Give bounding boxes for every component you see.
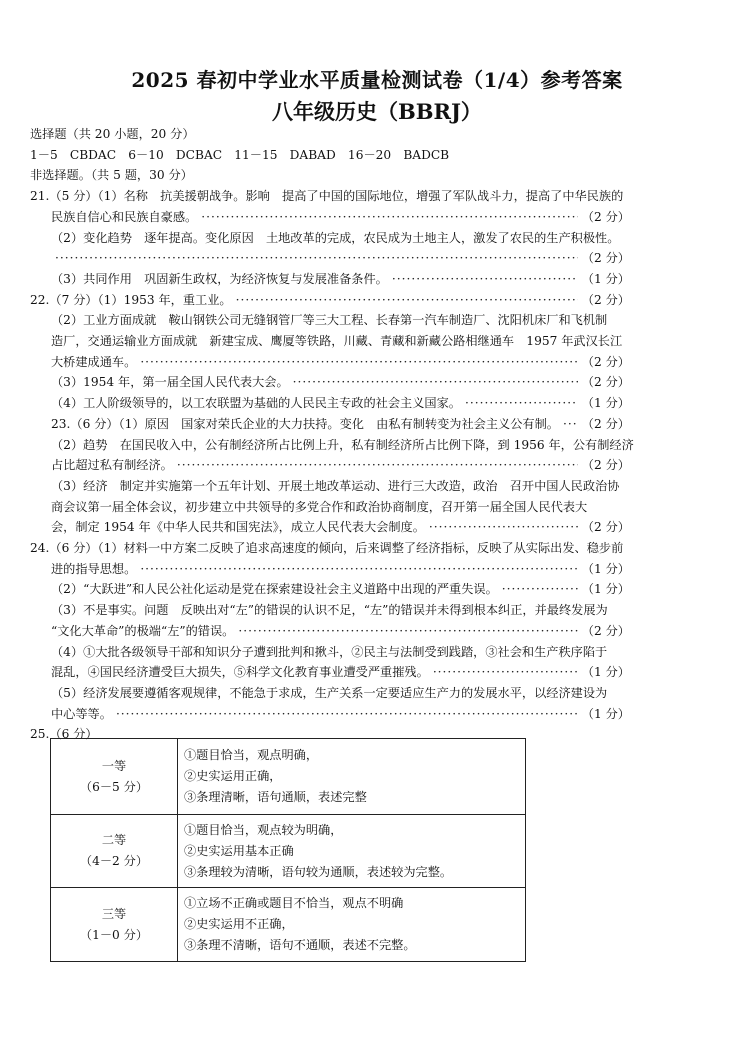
rubric-criteria-cell bbox=[178, 888, 526, 962]
score-label: （1 分） bbox=[581, 582, 630, 597]
choice-answers: 1－5 CBDAC 6－10 DCBAC 11－15 DABAD 16－20 BADCB bbox=[30, 147, 450, 162]
score-label: （2 分） bbox=[581, 375, 630, 390]
score-label: （2 分） bbox=[581, 623, 630, 638]
q24-line-1: 24.（6 分）（1）材料一中方案二反映了追求高速度的倾向，后来调整了经济指标，反映了从实际出发、稳步前 bbox=[30, 541, 624, 556]
rubric-criteria-cell bbox=[178, 815, 526, 888]
q24-line-2: 进的指导思想。 ····· （1 分） bbox=[30, 559, 630, 580]
document-title: 2025 春初中学业水平质量检测试卷（1/4）参考答案 bbox=[131, 68, 623, 92]
rubric-level: 二等 bbox=[101, 833, 127, 847]
rubric-row bbox=[51, 888, 526, 962]
rubric-criteria-cell bbox=[178, 739, 526, 815]
rubric-level-cell bbox=[51, 815, 178, 888]
rubric-criterion: ①题目恰当，观点明确， bbox=[184, 748, 319, 762]
q21-line-4 bbox=[30, 248, 630, 269]
score-label: （1 分） bbox=[581, 271, 630, 286]
rubric-criterion: ②史实运用正确， bbox=[184, 769, 282, 783]
answer-content bbox=[30, 124, 634, 745]
score-label: （1 分） bbox=[581, 706, 630, 721]
score-label: （2 分） bbox=[581, 354, 630, 369]
q23-line-2: （2）趋势 在国民收入中，公有制经济所占比例上升，私有制经济所占比例下降，到 1956 年，公有制经济 bbox=[51, 437, 634, 452]
section-nonchoice-heading: 非选择题。（共 5 题，30 分） bbox=[30, 168, 193, 183]
q22-line-2: （2）工业方面成就 鞍山钢铁公司无缝钢管厂等三大工程、长春第一汽车制造厂、沈阳机床厂和飞机制 bbox=[51, 313, 608, 328]
q24-line-6: （4）①大批各级领导干部和知识分子遭到批判和揪斗，②民主与法制受到践踏，③社会和生产秩序陷于 bbox=[51, 644, 608, 659]
score-label: （2 分） bbox=[581, 458, 630, 473]
q23-line-3: 占比超过私有制经济。 ····· （2 分） bbox=[30, 455, 630, 476]
rubric-range: （4－2 分） bbox=[79, 854, 149, 868]
q21-line-2: 民族自信心和民族自豪感。 ····· （2 分） bbox=[30, 207, 630, 228]
score-label: （2 分） bbox=[581, 520, 630, 535]
score-label: （1 分） bbox=[581, 561, 630, 576]
q22-line-6: （4）工人阶级领导的，以工农联盟为基础的人民民主专政的社会主义国家。 ····· （1 分） bbox=[30, 393, 630, 414]
rubric-level-cell bbox=[51, 739, 178, 815]
rubric-criterion: ①立场不正确或题目不恰当，观点不明确 bbox=[184, 896, 404, 910]
q24-line-3: （2）“大跃进”和人民公社化运动是党在探索建设社会主义道路中出现的严重失误。 ····· （1 分） bbox=[30, 579, 630, 600]
q25-heading: 25.（6 分） bbox=[30, 727, 98, 742]
q21-line-1: 21.（5 分）（1）名称 抗美援朝战争。影响 提高了中国的国际地位，增强了军队战斗力，提高了中华民族的 bbox=[30, 189, 624, 204]
q22-line-5: （3）1954 年，第一届全国人民代表大会。 ····· （2 分） bbox=[30, 372, 630, 393]
q21-line-5: （3）共同作用 巩固新生政权，为经济恢复与发展准备条件。 ····· （1 分） bbox=[30, 269, 630, 290]
rubric-level: 一等 bbox=[101, 758, 127, 773]
rubric-criterion: ②史实运用不正确， bbox=[184, 917, 294, 931]
rubric-level: 三等 bbox=[101, 906, 127, 921]
q23-line-4: （3）经济 制定并实施第一个五年计划、开展土地改革运动、进行三大改造，政治 召开中国人民政治协 bbox=[51, 478, 620, 493]
score-label: （2 分） bbox=[581, 209, 630, 224]
document-subtitle: 八年级历史（BBRJ） bbox=[272, 99, 482, 124]
q23-line-6: 会，制定 1954 年《中华人民共和国宪法》，成立人民代表大会制度。 ····· （2 分） bbox=[30, 517, 630, 538]
q22-line-1: 22.（7 分）（1）1953 年，重工业。 ····· （2 分） bbox=[30, 290, 630, 311]
rubric-row bbox=[51, 739, 526, 815]
rubric-range: （1－0 分） bbox=[79, 927, 149, 942]
rubric-criterion: ①题目恰当，观点较为明确， bbox=[184, 822, 343, 837]
score-label: （2 分） bbox=[581, 292, 630, 307]
score-label: （1 分） bbox=[581, 396, 630, 411]
q24-line-9: 中心等等。 ····· （1 分） bbox=[30, 704, 630, 725]
rubric-level-cell bbox=[51, 888, 178, 962]
q23-line-5: 商会议第一届全体会议，初步建立中共领导的多党合作和政治协商制度，召开第一届全国人民代表大 bbox=[51, 499, 588, 514]
q21-line-3: （2）变化趋势 逐年提高。变化原因 土地改革的完成，农民成为土地主人，激发了农民的生产积极性。 bbox=[51, 230, 620, 245]
q24-line-8: （5）经济发展要遵循客观规律，不能急于求成，生产关系一定要适应生产力的发展水平，以经济建设为 bbox=[51, 685, 608, 700]
q22-line-4: 大桥建成通车。 ····· （2 分） bbox=[30, 352, 630, 373]
rubric-criterion: ③条理不清晰，语句不通顺，表述不完整。 bbox=[184, 938, 416, 952]
q23-line-1: 23.（6 分）（1）原因 国家对荣氏企业的大力扶持。变化 由私有制转变为社会主义公有制。 ····· （2 分） bbox=[30, 414, 630, 435]
score-label: （1 分） bbox=[581, 665, 630, 680]
q24-line-4: （3）不是事实。问题 反映出对“左”的错误的认识不足，“左”的错误并未得到根本纠正，并最终发展为 bbox=[51, 603, 608, 618]
section-choice-heading: 选择题（共 20 小题，20 分） bbox=[30, 127, 195, 141]
q24-line-5: “文化大革命”的极端“左”的错误。 ····· （2 分） bbox=[30, 621, 630, 642]
q22-line-3: 造厂，交通运输业方面成就 新建宝成、鹰厦等铁路，川藏、青藏和新藏公路相继通车 1957 年武汉长江 bbox=[51, 334, 623, 349]
scoring-rubric-table bbox=[50, 738, 526, 962]
q24-line-7: 混乱，④国民经济遭受巨大损失，⑤科学文化教育事业遭受严重摧残。 ····· （1 分） bbox=[30, 662, 630, 683]
score-label: （2 分） bbox=[581, 251, 630, 266]
score-label: （2 分） bbox=[581, 416, 630, 431]
rubric-row bbox=[51, 815, 526, 888]
rubric-criterion: ③条理较为清晰，语句较为通顺，表述较为完整。 bbox=[184, 864, 453, 879]
rubric-range: （6－5 分） bbox=[79, 779, 149, 794]
rubric-criterion: ②史实运用基本正确 bbox=[184, 843, 294, 858]
rubric-criterion: ③条理清晰，语句通顺，表述完整 bbox=[184, 790, 367, 804]
